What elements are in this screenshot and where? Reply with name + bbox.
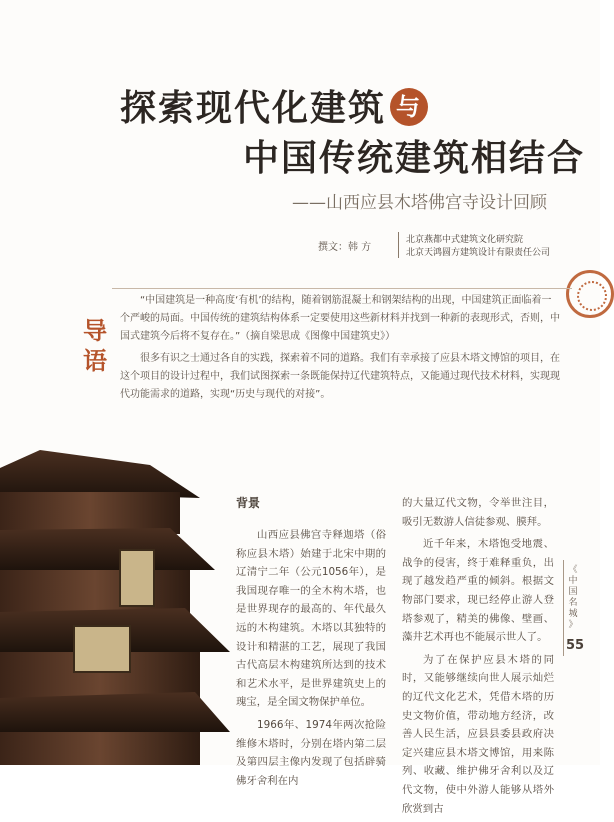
body-paragraph: 近千年来，木塔饱受地震、战争的侵害，终于难释重负，出现了越发趋严重的倾斜。根据文物部门要求，现已经停止游人登塔参观了，精美的佛像、壁画、藻井艺术再也不能展示世人了。 — [402, 538, 554, 644]
title-connector-badge: 与 — [390, 88, 428, 126]
body-paragraph: 1966年、1974年两次抢险维修木塔时，分别在塔内第二层及第四层主像内发现了包括辟骑佛牙舍利在内 — [236, 718, 386, 787]
byline-divider — [398, 232, 399, 258]
pagoda-photo — [0, 420, 230, 765]
section-heading: 背景 — [236, 496, 261, 510]
decorative-seal-icon — [566, 270, 614, 318]
side-rule — [563, 560, 564, 656]
body-paragraph: 山西应县佛宫寺释迦塔（俗称应县木塔）始建于北宋中期的辽清宁二年（公元1056年），是我国现存唯一的全木构木塔，也是世界现存的最高的、年代最久远的木构建筑。木塔以其独特的设计和精湛的工艺，展现了我国古代高层木构建筑所达到的技术和艺术水平，是世界建筑史上的瑰宝，是全国文物保护单位。 — [236, 529, 386, 709]
body-paragraph: 的大量辽代文物，令举世注目，吸引无数游人信徒参观、膜拜。 — [402, 497, 554, 528]
page-number: 55 — [566, 638, 585, 653]
pagoda-roof-2 — [0, 528, 215, 570]
journal-name-char: 城 — [568, 609, 578, 619]
body-column-right — [402, 494, 554, 822]
intro-label-char-2: 语 — [83, 347, 107, 375]
intro-label — [82, 316, 108, 376]
pagoda-tier-4 — [0, 732, 200, 765]
article-subtitle: ——山西应县木塔佛宫寺设计回顾 — [292, 193, 547, 213]
intro-paragraph-1: “中国建筑是一种高度‘有机’的结构，随着钢筋混凝土和钢架结构的出现，中国建筑正面临着一个严峻的局面。中国传统的建筑结构体系一定要使用这些新材料并找到一种新的表现形式，否则，中国式建筑今后将不复存在。”（摘自梁思成《图像中国建筑史》） — [120, 295, 560, 342]
intro-label-char-1: 导 — [83, 317, 107, 345]
author-affiliations — [406, 234, 550, 260]
journal-name-label — [566, 565, 580, 631]
body-paragraph: 为了在保护应县木塔的同时，又能够继续向世人展示灿烂的辽代文化艺术，凭借木塔的历史文物价值，带动地方经济，改善人民生活，应县县委县政府决定兴建应县木塔文博馆，用来陈列、收藏、维护佛牙舍利以及辽代文物，使中外游人能够从塔外欣赏到古 — [402, 653, 554, 815]
affiliation-1: 北京燕都中式建筑文化研究院 — [406, 235, 524, 245]
intro-text — [120, 292, 560, 408]
intro-divider — [112, 288, 572, 289]
pagoda-roof-1 — [0, 450, 200, 498]
journal-name-char: 》 — [568, 620, 578, 630]
pagoda-roof-4 — [0, 692, 230, 732]
article-title-line2: 中国传统建筑相结合 — [243, 137, 586, 179]
body-column-left — [236, 526, 386, 794]
intro-paragraph-2: 很多有识之士通过各自的实践，探索着不同的道路。我们有幸承接了应县木塔文博馆的项目，在这个项目的设计过程中，我们试图探索一条既能保持辽代建筑特点，又能通过现代技术材料，实现现代功能需求的道路，实现“历史与现代的对接”。 — [120, 353, 560, 400]
pagoda-tier-1 — [0, 492, 180, 534]
pagoda-plaque-1 — [120, 550, 154, 606]
journal-name-char: 国 — [568, 587, 578, 597]
affiliation-2: 北京天鸿圆方建筑设计有限责任公司 — [406, 248, 551, 258]
pagoda-plaque-2 — [74, 626, 130, 672]
author-byline: 撰文：韩 方 — [318, 242, 372, 253]
title-line1-text: 探索现代化建筑 — [120, 87, 387, 129]
journal-name-char: 中 — [568, 576, 578, 586]
article-title-line1 — [120, 80, 428, 131]
journal-name-char: 《 — [568, 565, 578, 575]
journal-name-char: 名 — [568, 598, 578, 608]
